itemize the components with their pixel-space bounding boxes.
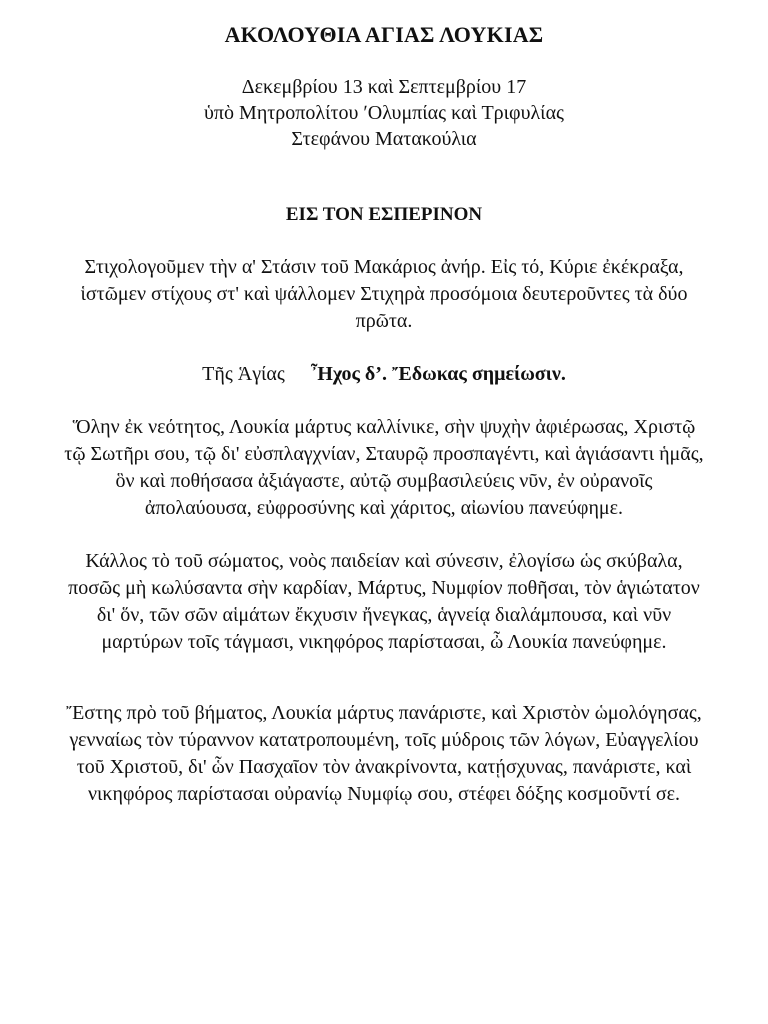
hymn-label: [60, 361, 708, 388]
rubric-paragraph: Στιχολογοῦμεν τὴν α' Στάσιν τοῦ Μακάριος ἀνήρ. Εἰς τό, Κύριε ἐκέκραξα, ἱστῶμεν στίχους στ' καὶ ψάλλομεν Στιχηρὰ προσόμοια δευτεροῦντες τὰ δύο πρῶτα.: [80, 256, 688, 332]
hymn-saint: Τῆς Ἁγίας: [202, 363, 285, 385]
subtitle-author-name: Στεφάνου Ματακούλια: [291, 128, 477, 150]
subtitle-author-title: ὑπὸ Μητροπολίτου ʹΟλυμπίας καὶ Τριφυλίας: [204, 102, 564, 124]
document-subtitle: [60, 74, 708, 152]
hymn-tone: Ἦχος δ’. Ἔδωκας σημείωσιν.: [310, 363, 566, 385]
sticheron-3: Ἔστης πρὸ τοῦ βήματος, Λουκία μάρτυς πανάριστε, καὶ Χριστὸν ὡμολόγησας, γενναίως τὸν τύραννον κατατροπουμένη, τοῖς μύδροις τῶν λόγων, Εὐαγγελίου τοῦ Χριστοῦ, δι' ὧν Πασχαῖον τὸν ἀνακρίνοντα, κατῄσχυνας, πανάριστε, καὶ νικηφόρος παρίστασαι οὐρανίῳ Νυμφίῳ σου, στέφει δόξης κοσμοῦντί σε.: [66, 702, 702, 805]
sticheron-1: Ὅλην ἐκ νεότητος, Λουκία μάρτυς καλλίνικε, σὴν ψυχὴν ἀφιέρωσας, Χριστῷ τῷ Σωτῆρι σου, τῷ δι' εὐσπλαγχνίαν, Σταυρῷ προσπαγέντι, καὶ ἁγιάσαντι ἡμᾶς, ὃν καὶ ποθήσασα ἀξιάγαστε, αὐτῷ συμβασιλεύεις νῦν, ἐν οὐρανοῖς ἀπολαύουσα, εὐφροσύνης καὶ χάριτος, αἰωνίου πανεύφημε.: [64, 416, 704, 519]
subtitle-dates: Δεκεμβρίου 13 καὶ Σεπτεμβρίου 17: [241, 76, 527, 98]
section-heading: ΕΙΣ ΤΟΝ ΕΣΠΕΡΙΝΟΝ: [285, 204, 483, 225]
sticheron-2: Κάλλος τὸ τοῦ σώματος, νοὸς παιδείαν καὶ σύνεσιν, ἐλογίσω ὡς σκύβαλα, ποσῶς μὴ κωλύσαντα σὴν καρδίαν, Μάρτυς, Νυμφίον ποθῆσαι, τὸν ἁγιώτατον δι' ὅν, τῶν σῶν αἱμάτων ἔκχυσιν ἤνεγκας, ἁγνείᾳ διαλάμπουσα, καὶ νῦν μαρτύρων τοῖς τάγμασι, νικηφόρος παρίστασαι, ὦ Λουκία πανεύφημε.: [68, 550, 700, 653]
document-title: ΑΚΟΛΟΥΘΙΑ ΑΓΙΑΣ ΛΟΥΚΙΑΣ: [224, 22, 544, 47]
